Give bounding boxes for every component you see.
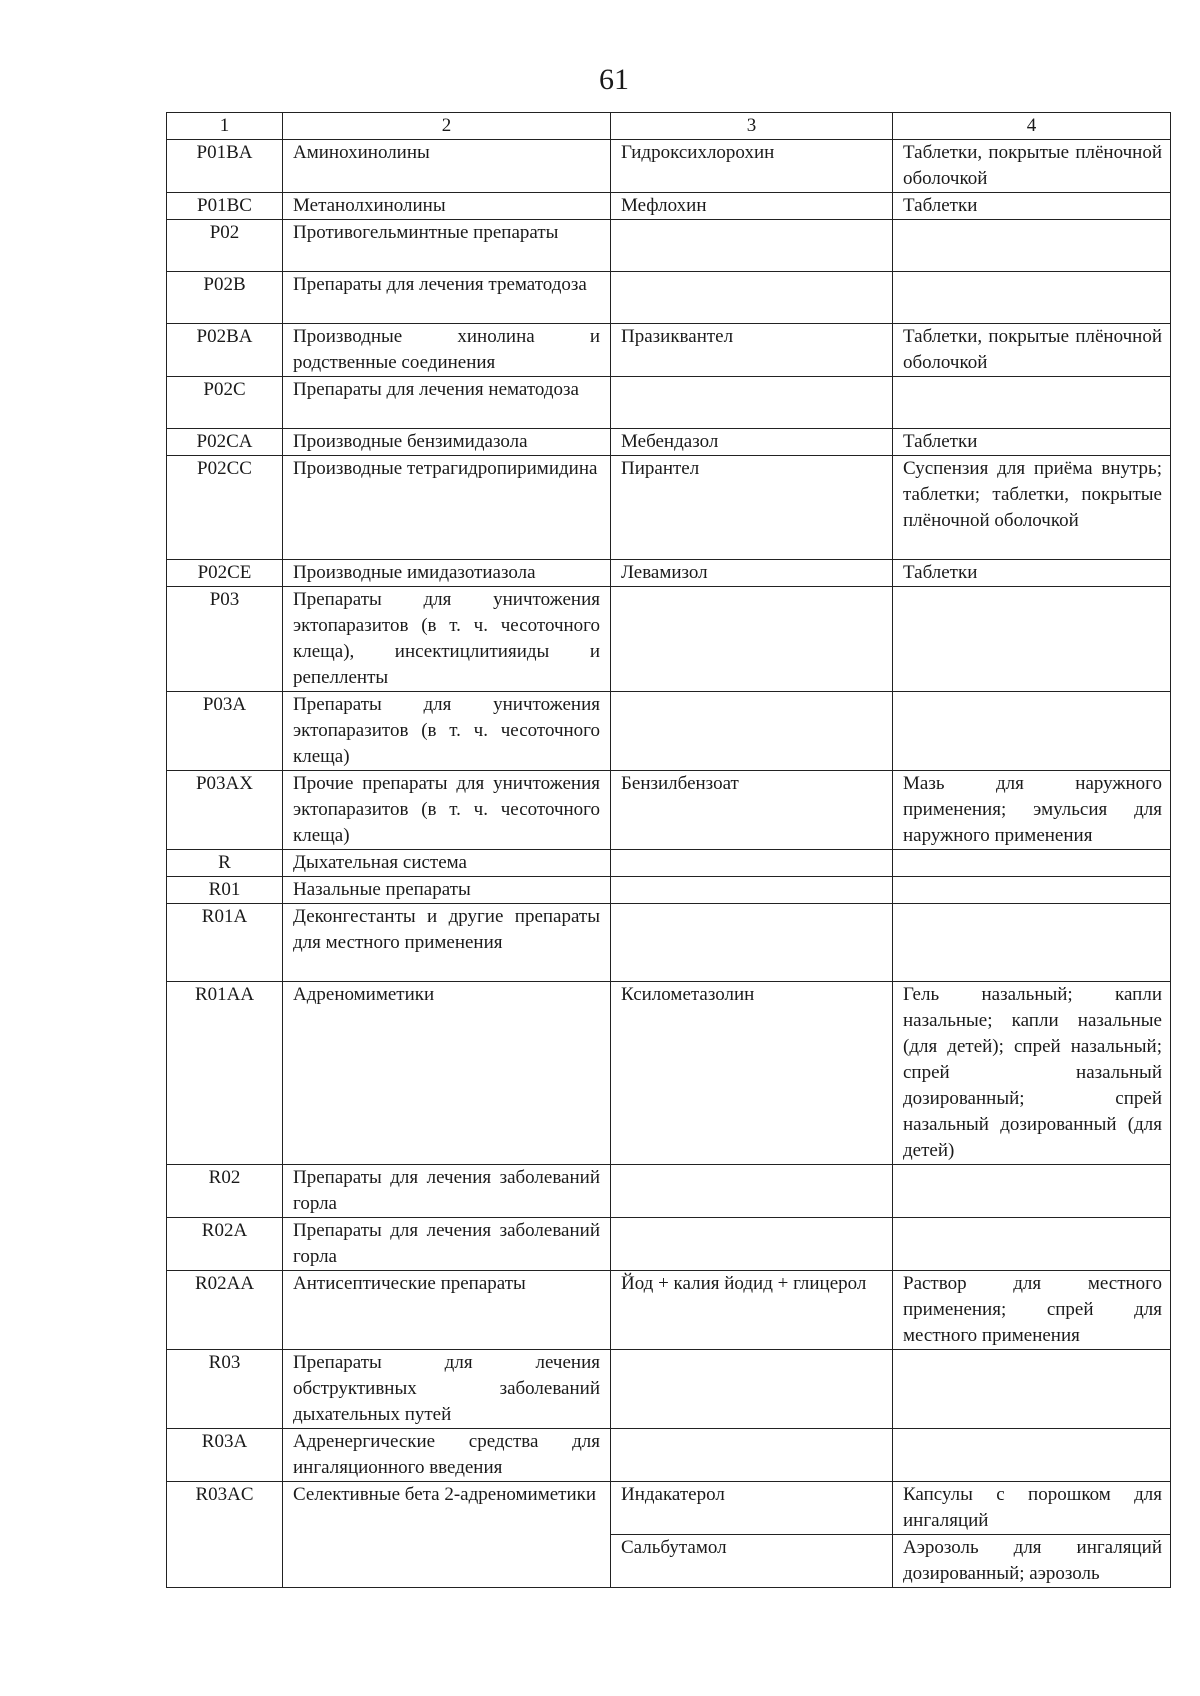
atc-code-cell: P02CA <box>167 429 283 456</box>
atc-code-cell: R01AA <box>167 982 283 1165</box>
dosage-form-cell <box>893 1165 1171 1218</box>
atc-code-cell: P03AX <box>167 771 283 850</box>
table-row <box>167 1218 1171 1271</box>
atc-code-cell: P01BA <box>167 140 283 193</box>
drug-name-cell: Мебендазол <box>611 429 893 456</box>
table-row <box>167 1482 1171 1535</box>
table-row <box>167 193 1171 220</box>
drug-name-cell <box>611 1350 893 1429</box>
drug-name-cell: Бензилбензоат <box>611 771 893 850</box>
group-name-cell: Адренергические средства для ингаляционного введения <box>283 1429 611 1482</box>
drug-name-cell: Гидроксихлорохин <box>611 140 893 193</box>
drug-name-cell <box>611 877 893 904</box>
drug-table <box>166 112 1171 1588</box>
column-header-4: 4 <box>893 113 1171 140</box>
dosage-form-cell: Суспензия для приёма внутрь; таблетки; таблетки, покрытые плёночной оболочкой <box>893 456 1171 560</box>
table-row <box>167 692 1171 771</box>
atc-code-cell: P02CE <box>167 560 283 587</box>
table-row <box>167 429 1171 456</box>
dosage-form-cell <box>893 587 1171 692</box>
table-row <box>167 1350 1171 1429</box>
drug-name-cell <box>611 1165 893 1218</box>
table-row <box>167 377 1171 429</box>
drug-name-cell: Ксилометазолин <box>611 982 893 1165</box>
drug-name-cell <box>611 850 893 877</box>
table-row <box>167 850 1171 877</box>
atc-code-cell: R02A <box>167 1218 283 1271</box>
drug-name-cell: Мефлохин <box>611 193 893 220</box>
dosage-form-cell <box>893 692 1171 771</box>
table-row <box>167 1165 1171 1218</box>
dosage-form-cell <box>893 904 1171 982</box>
table-row <box>167 587 1171 692</box>
table-row <box>167 220 1171 272</box>
column-header-3: 3 <box>611 113 893 140</box>
atc-code-cell: R03 <box>167 1350 283 1429</box>
group-name-cell: Препараты для лечения заболеваний горла <box>283 1165 611 1218</box>
table-row <box>167 560 1171 587</box>
group-name-cell: Препараты для лечения трематодоза <box>283 272 611 324</box>
table-row <box>167 1429 1171 1482</box>
atc-code-cell: R <box>167 850 283 877</box>
table-row <box>167 877 1171 904</box>
atc-code-cell: P02B <box>167 272 283 324</box>
atc-code-cell: R03A <box>167 1429 283 1482</box>
drug-name-cell <box>611 692 893 771</box>
dosage-form-cell <box>893 877 1171 904</box>
page-number: 61 <box>599 63 629 96</box>
group-name-cell: Дыхательная система <box>283 850 611 877</box>
dosage-form-cell: Таблетки <box>893 193 1171 220</box>
column-header-2: 2 <box>283 113 611 140</box>
drug-name-cell <box>611 377 893 429</box>
dosage-form-cell: Мазь для наружного применения; эмульсия для наружного применения <box>893 771 1171 850</box>
atc-code-cell: P02BA <box>167 324 283 377</box>
atc-code-cell: P02CC <box>167 456 283 560</box>
dosage-form-cell <box>893 850 1171 877</box>
drug-name-cell <box>611 1429 893 1482</box>
column-header-1: 1 <box>167 113 283 140</box>
drug-name-cell: Индакатерол <box>611 1482 893 1535</box>
dosage-form-cell: Таблетки, покрытые плёночной оболочкой <box>893 324 1171 377</box>
table-row <box>167 324 1171 377</box>
group-name-cell: Препараты для лечения обструктивных заболеваний дыхательных путей <box>283 1350 611 1429</box>
dosage-form-cell: Раствор для местного применения; спрей для местного применения <box>893 1271 1171 1350</box>
group-name-cell: Деконгестанты и другие препараты для местного применения <box>283 904 611 982</box>
drug-name-cell <box>611 904 893 982</box>
table-row <box>167 771 1171 850</box>
dosage-form-cell <box>893 272 1171 324</box>
atc-code-cell: P03 <box>167 587 283 692</box>
dosage-form-cell <box>893 1350 1171 1429</box>
group-name-cell: Препараты для уничтожения эктопаразитов (в т. ч. чесоточного клеща), инсектицлитияиды и репелленты <box>283 587 611 692</box>
group-name-cell: Производные имидазотиазола <box>283 560 611 587</box>
group-name-cell: Производные тетрагидропиримидина <box>283 456 611 560</box>
drug-name-cell <box>611 272 893 324</box>
dosage-form-cell <box>893 377 1171 429</box>
table-row <box>167 456 1171 560</box>
group-name-cell: Прочие препараты для уничтожения эктопаразитов (в т. ч. чесоточного клеща) <box>283 771 611 850</box>
table-row <box>167 982 1171 1165</box>
dosage-form-cell: Таблетки <box>893 429 1171 456</box>
dosage-form-cell: Аэрозоль для ингаляций дозированный; аэрозоль <box>893 1535 1171 1588</box>
group-name-cell: Препараты для лечения нематодоза <box>283 377 611 429</box>
dosage-form-cell: Таблетки <box>893 560 1171 587</box>
atc-code-cell: R03AC <box>167 1482 283 1588</box>
atc-code-cell: R02 <box>167 1165 283 1218</box>
group-name-cell: Адреномиметики <box>283 982 611 1165</box>
header-row <box>167 113 1171 140</box>
drug-name-cell <box>611 587 893 692</box>
atc-code-cell: P02 <box>167 220 283 272</box>
dosage-form-cell: Капсулы с порошком для ингаляций <box>893 1482 1171 1535</box>
group-name-cell: Производные хинолина и родственные соединения <box>283 324 611 377</box>
dosage-form-cell <box>893 1429 1171 1482</box>
drug-name-cell: Сальбутамол <box>611 1535 893 1588</box>
table-row <box>167 140 1171 193</box>
atc-code-cell: R01 <box>167 877 283 904</box>
group-name-cell: Противогельминтные препараты <box>283 220 611 272</box>
group-name-cell: Антисептические препараты <box>283 1271 611 1350</box>
atc-code-cell: R02AA <box>167 1271 283 1350</box>
table-row <box>167 1271 1171 1350</box>
group-name-cell: Препараты для уничтожения эктопаразитов (в т. ч. чесоточного клеща) <box>283 692 611 771</box>
group-name-cell: Аминохинолины <box>283 140 611 193</box>
group-name-cell: Метанолхинолины <box>283 193 611 220</box>
drug-name-cell <box>611 1218 893 1271</box>
group-name-cell: Производные бензимидазола <box>283 429 611 456</box>
dosage-form-cell: Таблетки, покрытые плёночной оболочкой <box>893 140 1171 193</box>
atc-code-cell: P03A <box>167 692 283 771</box>
dosage-form-cell <box>893 220 1171 272</box>
drug-name-cell: Йод + калия йодид + глицерол <box>611 1271 893 1350</box>
drug-name-cell: Празиквантел <box>611 324 893 377</box>
drug-name-cell: Левамизол <box>611 560 893 587</box>
drug-name-cell: Пирантел <box>611 456 893 560</box>
atc-code-cell: P02C <box>167 377 283 429</box>
group-name-cell: Селективные бета 2-адреномиметики <box>283 1482 611 1588</box>
atc-code-cell: P01BC <box>167 193 283 220</box>
drug-name-cell <box>611 220 893 272</box>
table-row <box>167 272 1171 324</box>
atc-code-cell: R01A <box>167 904 283 982</box>
table-row <box>167 904 1171 982</box>
group-name-cell: Препараты для лечения заболеваний горла <box>283 1218 611 1271</box>
group-name-cell: Назальные препараты <box>283 877 611 904</box>
dosage-form-cell: Гель назальный; капли назальные; капли назальные (для детей); спрей назальный; спрей назальный дозированный; спрей назальный дозированный (для детей) <box>893 982 1171 1165</box>
dosage-form-cell <box>893 1218 1171 1271</box>
